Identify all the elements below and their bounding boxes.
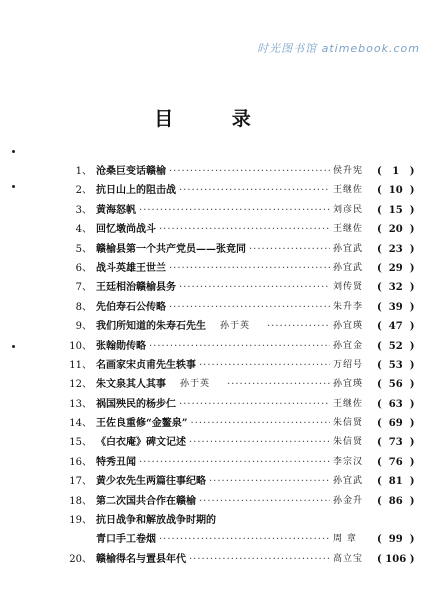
page-paren-open: (	[377, 262, 382, 274]
toc-entry-author: 周 章	[333, 534, 357, 545]
page-number: 1	[392, 166, 400, 177]
table-of-contents	[68, 162, 423, 569]
toc-entry[interactable]	[68, 395, 423, 414]
toc-entry-number: 10、	[69, 340, 92, 352]
toc-entry-title: 回忆墩尚战斗	[96, 224, 156, 236]
toc-entry-number: 14、	[69, 418, 92, 430]
toc-entry-author: 王继佐	[333, 398, 364, 409]
toc-entry[interactable]	[68, 181, 423, 200]
toc-entry-number: 9、	[75, 321, 92, 333]
page-number: 106	[385, 553, 407, 565]
page-paren-open: (	[377, 398, 382, 410]
page-number: 86	[388, 495, 403, 507]
page-paren-open: (	[377, 359, 382, 371]
toc-entry-page	[377, 453, 423, 472]
toc-entry[interactable]	[68, 511, 423, 530]
toc-entry-author: 朱升李	[333, 301, 364, 312]
page-paren-open: (	[377, 495, 382, 507]
page-paren-open: (	[377, 437, 382, 449]
page-paren-close: )	[409, 456, 415, 468]
toc-entry-title: 第二次国共合作在赣榆	[96, 495, 196, 507]
toc-entry-author: 孙宜武	[333, 243, 364, 254]
toc-entry[interactable]	[68, 414, 423, 433]
toc-entry-title: 《白衣庵》碑文记述	[96, 437, 186, 449]
toc-entry-page	[377, 201, 423, 220]
page-number: 69	[388, 418, 403, 430]
page-paren-close: )	[409, 418, 415, 430]
toc-entry-author: 刘彦民	[333, 204, 364, 215]
toc-entry-title: 朱文泉其人其事	[96, 379, 166, 391]
toc-entry[interactable]	[68, 337, 423, 356]
toc-entry-page	[377, 492, 423, 511]
page-number: 76	[388, 456, 403, 468]
toc-entry-page	[377, 181, 423, 200]
page-paren-open: (	[377, 553, 382, 565]
toc-entry-author: 孙宜瑛	[333, 321, 364, 332]
page-paren-close: )	[409, 301, 415, 313]
toc-entry-page	[377, 395, 423, 414]
toc-entry-title: 抗日山上的阻击战	[96, 185, 176, 197]
page-paren-close: )	[409, 553, 415, 565]
page-paren-close: )	[409, 166, 415, 177]
page-paren-open: (	[377, 456, 382, 468]
margin-dot	[12, 345, 15, 348]
dot-leader	[139, 201, 330, 220]
toc-entry-number: 3、	[75, 204, 92, 216]
page-number: 56	[388, 379, 403, 391]
toc-entry-number: 12、	[69, 379, 92, 391]
page-paren-close: )	[409, 437, 415, 449]
toc-entry-page	[377, 240, 423, 259]
page-number: 52	[388, 340, 403, 352]
toc-entry[interactable]	[68, 375, 423, 394]
toc-entry-author: 孙宜武	[333, 476, 364, 487]
page-paren-open: (	[377, 418, 382, 430]
toc-entry-title: 战斗英雄王世兰	[96, 262, 166, 274]
toc-entry-title: 名画家宋贞甫先生轶事	[96, 359, 196, 371]
toc-entry-number: 11、	[69, 359, 92, 371]
toc-entry-title: 张翰勋传略	[96, 340, 146, 352]
toc-entry-author: 侯升宪	[333, 166, 364, 176]
dot-leader	[199, 356, 330, 375]
toc-entry[interactable]	[68, 162, 423, 181]
toc-entry-coauthor: 孙于英	[220, 321, 251, 332]
margin-dot	[12, 150, 15, 153]
toc-entry-page	[377, 530, 423, 549]
toc-entry[interactable]	[68, 472, 423, 491]
page-paren-open: (	[377, 340, 382, 352]
page-paren-open: (	[377, 166, 382, 177]
dot-leader	[169, 298, 330, 317]
page-number: 15	[388, 204, 403, 216]
page-paren-close: )	[409, 476, 415, 488]
toc-entry-title: 特秀丑闻	[96, 456, 136, 468]
page-paren-open: (	[377, 282, 382, 294]
page-number: 32	[388, 282, 403, 294]
toc-entry-number: 13、	[69, 398, 92, 410]
toc-entry-title: 抗日战争和解放战争时期的	[96, 515, 216, 527]
toc-entry-number: 5、	[75, 243, 92, 255]
toc-entry-page	[377, 414, 423, 433]
page-number: 20	[388, 224, 403, 236]
toc-entry[interactable]	[68, 220, 423, 239]
toc-entry-title: 青口手工卷烟	[96, 534, 156, 546]
page-number: 29	[388, 262, 403, 274]
page-number: 53	[388, 359, 403, 371]
toc-entry-page	[377, 298, 423, 317]
page-paren-close: )	[409, 398, 415, 410]
toc-entry-number: 6、	[75, 262, 92, 274]
toc-entry-number: 7、	[75, 282, 92, 294]
toc-entry[interactable]	[68, 317, 423, 336]
page-paren-open: (	[377, 224, 382, 236]
page-paren-close: )	[409, 359, 415, 371]
page-number: 63	[388, 398, 403, 410]
toc-entry-page	[377, 259, 423, 278]
toc-entry-author: 孙宜金	[333, 340, 364, 351]
toc-entry-title: 先伯寿石公传略	[96, 301, 166, 313]
page-paren-close: )	[409, 262, 415, 274]
toc-entry-title: 沧桑巨变话赣榆	[96, 166, 166, 177]
dot-leader	[191, 414, 330, 433]
toc-entry-author: 李宗汉	[333, 456, 364, 467]
toc-entry-author: 王继佐	[333, 224, 364, 235]
dot-leader	[249, 240, 330, 259]
toc-entry-number: 16、	[69, 456, 92, 468]
dot-leader	[139, 453, 330, 472]
dot-leader	[189, 433, 330, 452]
toc-entry-title: 王廷相治赣榆县务	[96, 282, 176, 294]
toc-entry-title: 黄海怒帆	[96, 204, 136, 216]
dot-leader	[227, 375, 330, 394]
page-number: 39	[388, 301, 403, 313]
page-paren-open: (	[377, 204, 382, 216]
page-number: 73	[388, 437, 403, 449]
page-paren-open: (	[377, 243, 382, 255]
toc-entry[interactable]	[68, 201, 423, 220]
page-paren-close: )	[409, 495, 415, 507]
toc-entry[interactable]	[68, 492, 423, 511]
page-number: 23	[388, 243, 403, 255]
toc-entry-number: 19、	[69, 515, 92, 527]
page-paren-open: (	[377, 534, 382, 546]
toc-entry[interactable]	[68, 453, 423, 472]
toc-entry-page	[377, 433, 423, 452]
toc-entry[interactable]	[68, 530, 423, 549]
page-number: 99	[388, 534, 403, 546]
page-paren-open: (	[377, 379, 382, 391]
toc-entry-author: 朱信贤	[333, 418, 364, 429]
toc-entry[interactable]	[68, 240, 423, 259]
toc-entry-author: 高立宝	[333, 553, 364, 564]
toc-entry-page	[377, 472, 423, 491]
dot-leader	[169, 162, 330, 181]
page-title: 目 录	[154, 108, 277, 130]
page-paren-open: (	[377, 476, 382, 488]
toc-entry-author: 孙宜瑛	[333, 379, 364, 390]
page-paren-close: )	[409, 185, 415, 197]
toc-entry-title: 王佐良重修“金鳌泉”	[96, 418, 188, 430]
margin-dot	[12, 185, 15, 188]
toc-entry-page	[377, 375, 423, 394]
toc-entry[interactable]	[68, 278, 423, 297]
toc-entry-author: 刘传贤	[333, 282, 364, 293]
dot-leader	[179, 395, 330, 414]
page-number: 10	[388, 185, 403, 197]
toc-entry[interactable]	[68, 356, 423, 375]
toc-entry-number: 4、	[75, 224, 92, 236]
page-paren-open: (	[377, 301, 382, 313]
page-paren-close: )	[409, 243, 415, 255]
toc-entry-page	[377, 337, 423, 356]
toc-entry-number: 2、	[75, 185, 92, 197]
page-paren-close: )	[409, 379, 415, 391]
toc-entry-page	[377, 162, 423, 181]
toc-entry-title: 我们所知道的朱寿石先生	[96, 321, 206, 333]
toc-entry-title: 赣榆县第一个共产党员——张竞同	[96, 243, 246, 255]
toc-entry-page	[377, 550, 423, 569]
toc-entry-page	[377, 317, 423, 336]
watermark-text: 时光图书馆 atimebook.com	[257, 42, 420, 55]
dot-leader	[149, 337, 330, 356]
dot-leader	[199, 492, 330, 511]
page-paren-close: )	[409, 204, 415, 216]
dot-leader	[189, 550, 330, 569]
toc-entry-page	[377, 220, 423, 239]
toc-entry-author: 王继佐	[333, 185, 364, 196]
dot-leader	[159, 530, 330, 549]
dot-leader	[209, 472, 330, 491]
toc-entry[interactable]	[68, 298, 423, 317]
toc-entry-number: 17、	[69, 476, 92, 488]
toc-entry[interactable]	[68, 550, 423, 569]
page-paren-close: )	[409, 224, 415, 236]
page-paren-close: )	[409, 321, 415, 333]
toc-entry[interactable]	[68, 259, 423, 278]
page-paren-open: (	[377, 321, 382, 333]
toc-entry-page	[377, 278, 423, 297]
dot-leader	[159, 220, 330, 239]
toc-entry-author: 孙宜武	[333, 262, 364, 273]
toc-entry-title: 黄少农先生两篇往事纪略	[96, 476, 206, 488]
toc-entry-author: 孙金升	[333, 495, 364, 506]
toc-entry-number: 1、	[75, 166, 92, 177]
toc-entry-number: 20、	[69, 553, 92, 565]
dot-leader	[267, 317, 330, 336]
dot-leader	[179, 278, 330, 297]
toc-entry-author: 万绍号	[333, 359, 364, 370]
toc-entry[interactable]	[68, 433, 423, 452]
toc-entry-number: 18、	[69, 495, 92, 507]
dot-leader	[179, 181, 330, 200]
toc-entry-author: 朱信贤	[333, 437, 364, 448]
toc-entry-page	[377, 356, 423, 375]
page-number: 47	[388, 321, 403, 333]
page-paren-close: )	[409, 534, 415, 546]
page-paren-open: (	[377, 185, 382, 197]
toc-entry-title: 祸国殃民的杨步仁	[96, 398, 176, 410]
dot-leader	[169, 259, 330, 278]
page-number: 81	[388, 476, 403, 488]
toc-entry-number: 8、	[75, 301, 92, 313]
toc-entry-number: 15、	[69, 437, 92, 449]
page-paren-close: )	[409, 282, 415, 294]
page-paren-close: )	[409, 340, 415, 352]
toc-entry-coauthor: 孙于英	[180, 379, 211, 390]
toc-entry-title: 赣榆得名与置县年代	[96, 553, 186, 565]
